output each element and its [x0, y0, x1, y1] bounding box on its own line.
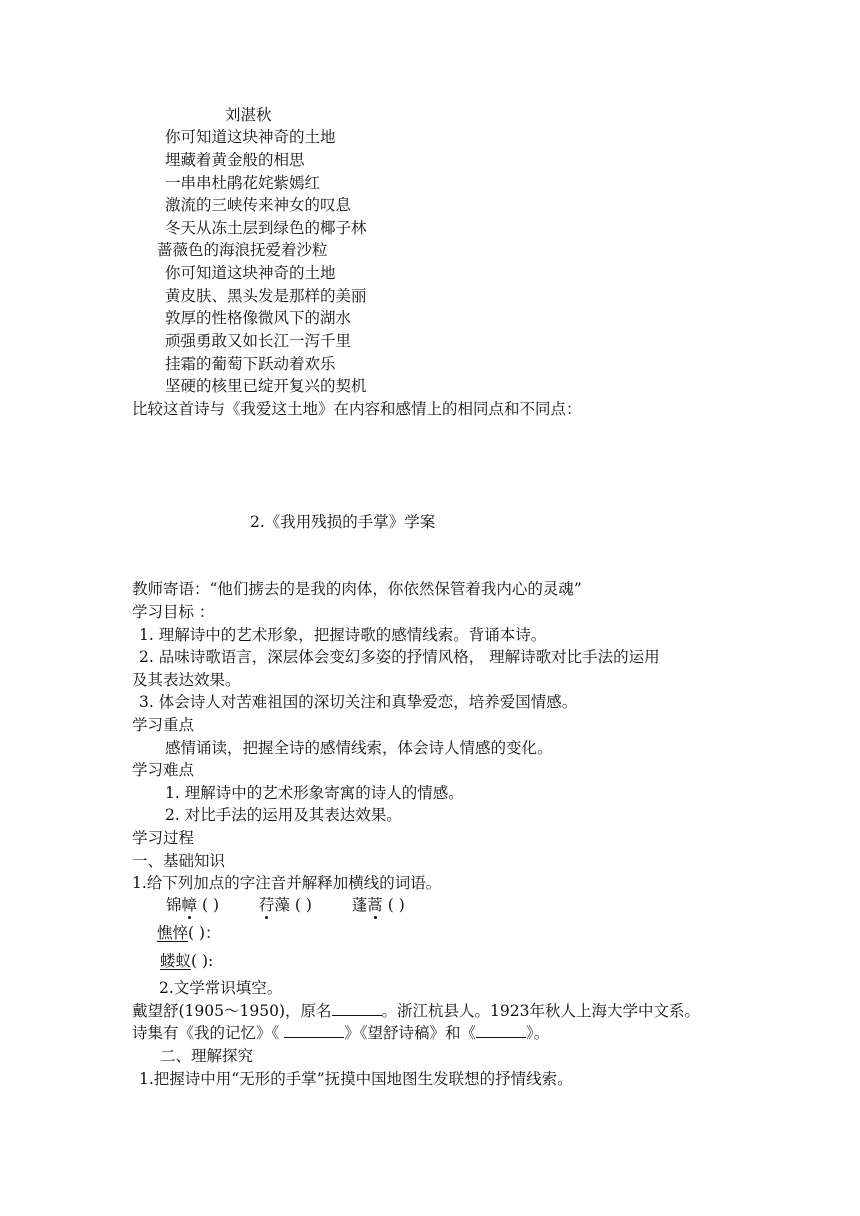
- question-2: 2.文学常识填空。: [159, 979, 283, 997]
- poem-line: 敦厚的性格像微风下的湖水: [165, 309, 352, 327]
- poem-line: 挂霜的葡萄下跃动着欢乐: [165, 355, 336, 373]
- poem-line: 激流的三峡传来神女的叹息: [165, 196, 352, 214]
- poem-line: 你可知道这块神奇的土地: [165, 264, 336, 282]
- answer-blank[interactable]: ( ): [294, 896, 312, 914]
- word-exercise-row: 憔悴( )：: [157, 924, 221, 942]
- poem-line: 一串串杜鹃花姹紫嫣红: [165, 174, 321, 192]
- poem-line: 坚硬的核里已绽开复兴的契机: [165, 377, 367, 395]
- process-heading: 学习过程: [132, 829, 195, 847]
- word-jinzhang: 锦幛: [166, 896, 198, 914]
- goal-item-continued: 及其表达效果。: [132, 671, 241, 689]
- difficulty-item: 1. 理解诗中的艺术形象寄寓的诗人的情感。: [165, 784, 464, 802]
- answer-blank[interactable]: ( ): [201, 896, 219, 914]
- poem-line: 蔷薇色的海浪抚爱着沙粒: [157, 241, 328, 259]
- fill-blank[interactable]: [476, 1023, 526, 1038]
- difficulty-heading: 学习难点: [132, 761, 195, 779]
- word-exercise-row: [166, 894, 405, 916]
- fill-blank[interactable]: [284, 1023, 344, 1038]
- goal-item: 2. 品味诗歌语言，深层体会变幻多姿的抒情风格， 理解诗歌对比手法的运用: [139, 648, 660, 666]
- poem-line: 你可知道这块神奇的土地: [165, 128, 336, 146]
- answer-blank[interactable]: ( ): [191, 952, 209, 970]
- difficulty-item: 2. 对比手法的运用及其表达效果。: [165, 806, 402, 824]
- fill-blank[interactable]: [332, 1001, 382, 1016]
- explore-question-1: 1.把握诗中用“无形的手掌”抚摸中国地图生发联想的抒情线索。: [139, 1070, 573, 1088]
- literature-line: 戴望舒(1905～1950)，原名 。浙江杭县人。1923年秋人上海大学中文系。: [132, 1002, 700, 1020]
- lesson-title: 2.《我用残损的手掌》学案: [250, 513, 436, 531]
- key-heading: 学习重点: [132, 716, 195, 734]
- word-exercise-row: 蝼蚁( ):: [160, 952, 214, 970]
- poem-line: 冬天从冻土层到绿色的椰子林: [165, 219, 367, 237]
- question-1: 1.给下列加点的字注音并解释加横线的词语。: [132, 874, 442, 892]
- goals-heading: 学习目标 ：: [132, 603, 215, 621]
- goal-item: 3. 体会诗人对苦难祖国的深切关注和真挚爱恋，培养爱国情感。: [139, 693, 578, 711]
- poem-author: 刘湛秋: [225, 106, 272, 124]
- key-text: 感情诵读，把握全诗的感情线索，体会诗人情感的变化。: [165, 739, 553, 757]
- explore-heading: 二、理解探究: [160, 1047, 254, 1065]
- word-qiaocui: 憔悴: [157, 924, 189, 942]
- word-penghao: 蓬蒿: [351, 896, 383, 914]
- poem-line: 黄皮肤、黑头发是那样的美丽: [165, 287, 367, 305]
- poem-line: 埋藏着黄金般的相思: [165, 151, 305, 169]
- goal-item: 1. 理解诗中的艺术形象，把握诗歌的感情线索。背诵本诗。: [139, 626, 547, 644]
- word-louyi: 蝼蚁: [160, 952, 192, 970]
- answer-blank[interactable]: ( ): [387, 896, 405, 914]
- word-xingzao: 荇藻: [258, 896, 290, 914]
- compare-question: 比较这首诗与《我爱这土地》在内容和感情上的相同点和不同点：: [132, 400, 582, 418]
- literature-line: 诗集有《我的记忆》《 》《望舒诗稿》和《 》。: [132, 1024, 550, 1042]
- basics-heading: 一、基础知识: [132, 852, 226, 870]
- answer-blank[interactable]: ( ): [188, 924, 206, 942]
- poem-line: 顽强勇敢又如长江一泻千里: [165, 332, 352, 350]
- teacher-note: 教师寄语：“他们掳去的是我的肉体，你依然保管着我内心的灵魂”: [132, 580, 582, 598]
